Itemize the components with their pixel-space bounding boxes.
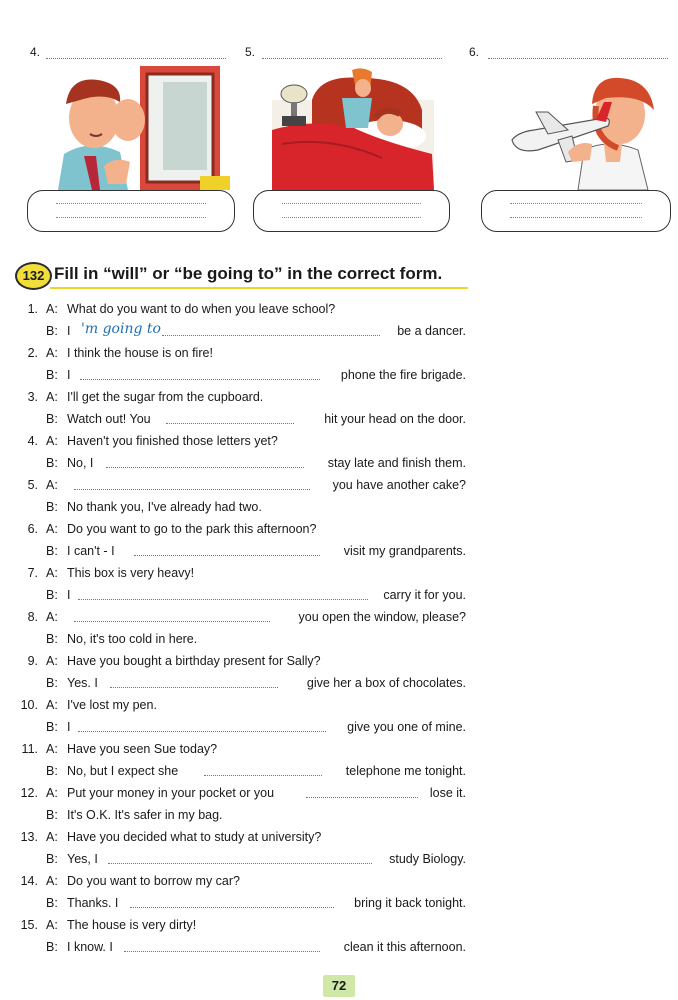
speaker-label: A:: [46, 610, 58, 624]
speaker-label: B:: [46, 588, 58, 602]
dialogue-text: carry it for you.: [383, 588, 466, 602]
answer-blank[interactable]: [110, 687, 278, 688]
speaker-label: B:: [46, 368, 58, 382]
dialogue-text: you open the window, please?: [298, 610, 466, 624]
dialogue-text: I think the house is on fire!: [67, 346, 213, 360]
item-3-a: [0, 387, 678, 407]
speaker-label: B:: [46, 500, 58, 514]
dialogue-text: What do you want to do when you leave school?: [67, 302, 336, 316]
item-number: 8.: [27, 610, 38, 624]
speaker-label: A:: [46, 346, 58, 360]
dialogue-text: Yes, I: [67, 852, 98, 866]
item-12-b: [0, 805, 678, 825]
speaker-label: A:: [46, 874, 58, 888]
picture-4-answer-line: [46, 58, 226, 59]
dialogue-text: bring it back tonight.: [354, 896, 466, 910]
dialogue-text: Haven't you finished those letters yet?: [67, 434, 278, 448]
answer-blank[interactable]: [78, 599, 368, 600]
item-9-b: [0, 673, 678, 693]
headache-man-illustration: [50, 66, 230, 190]
sick-in-bed-illustration: [272, 66, 434, 190]
dialogue-text: This box is very heavy!: [67, 566, 195, 580]
speaker-label: A:: [46, 786, 58, 800]
answer-blank[interactable]: [166, 423, 294, 424]
dialogue-text: I'll get the sugar from the cupboard.: [67, 390, 264, 404]
dialogue-text: Do you want to go to the park this afternoon?: [67, 522, 317, 536]
item-10-b: [0, 717, 678, 737]
speaker-label: B:: [46, 764, 58, 778]
page-number: 72: [323, 975, 355, 997]
item-14-b: [0, 893, 678, 913]
dialogue-text: visit my grandparents.: [343, 544, 466, 558]
dialogue-text: Have you decided what to study at university?: [67, 830, 322, 844]
item-7-b: [0, 585, 678, 605]
dialogue-text: phone the fire brigade.: [340, 368, 466, 382]
dialogue-text: No, but I expect she: [67, 764, 179, 778]
speaker-label: A:: [46, 522, 58, 536]
item-5-b: [0, 497, 678, 517]
item-2-a: [0, 343, 678, 363]
item-number: 15.: [20, 918, 38, 932]
speaker-label: B:: [46, 632, 58, 646]
picture-4-label: 4.: [30, 45, 41, 59]
speaker-label: A:: [46, 302, 58, 316]
answer-blank[interactable]: [204, 775, 322, 776]
exercise-title: Fill in “will” or “be going to” in the correct form.: [54, 264, 443, 283]
item-number: 1.: [27, 302, 38, 316]
dialogue-text: telephone me tonight.: [345, 764, 466, 778]
item-13-a: [0, 827, 678, 847]
speaker-label: A:: [46, 830, 58, 844]
dialogue-text: Have you seen Sue today?: [67, 742, 218, 756]
picture-6-answer-box[interactable]: [481, 190, 671, 232]
item-12-a: [0, 783, 678, 803]
picture-5-label: 5.: [245, 45, 256, 59]
item-6-b: [0, 541, 678, 561]
answer-blank[interactable]: [134, 555, 320, 556]
item-15-b: [0, 937, 678, 957]
item-number: 9.: [27, 654, 38, 668]
answer-blank[interactable]: [106, 467, 304, 468]
dialogue-text: It's O.K. It's safer in my bag.: [67, 808, 223, 822]
dialogue-text: I: [67, 324, 71, 338]
dialogue-text: Do you want to borrow my car?: [67, 874, 240, 888]
dialogue-text: Yes. I: [67, 676, 98, 690]
speaker-label: B:: [46, 676, 58, 690]
dialogue-text: I know. I: [67, 940, 113, 954]
picture-4-answer-box[interactable]: [27, 190, 235, 232]
speaker-label: A:: [46, 478, 58, 492]
dialogue-text: I've lost my pen.: [67, 698, 157, 712]
item-1-b: [0, 321, 678, 341]
dialogue-text: I: [67, 368, 71, 382]
speaker-label: B:: [46, 940, 58, 954]
item-number: 11.: [21, 742, 38, 756]
dialogue-text: lose it.: [429, 786, 466, 800]
answer-blank[interactable]: [108, 863, 372, 864]
picture-6-label: 6.: [469, 45, 480, 59]
item-number: 12.: [20, 786, 38, 800]
item-3-b: [0, 409, 678, 429]
item-1-a: [0, 299, 678, 319]
dialogue-text: I: [67, 588, 71, 602]
speaker-label: B:: [46, 852, 58, 866]
dialogue-text: give her a box of chocolates.: [306, 676, 466, 690]
dialogue-text: Thanks. I: [67, 896, 119, 910]
dialogue-text: clean it this afternoon.: [343, 940, 466, 954]
item-number: 4.: [27, 434, 38, 448]
answer-blank[interactable]: [306, 797, 418, 798]
speaker-label: B:: [46, 720, 58, 734]
speaker-label: A:: [46, 566, 58, 580]
item-8-b: [0, 629, 678, 649]
item-number: 14.: [20, 874, 38, 888]
speaker-label: B:: [46, 896, 58, 910]
dialogue-text: Put your money in your pocket or you: [67, 786, 275, 800]
dialogue-text: No, it's too cold in here.: [67, 632, 198, 646]
item-9-a: [0, 651, 678, 671]
item-14-a: [0, 871, 678, 891]
speaker-label: B:: [46, 808, 58, 822]
dialogue-text: study Biology.: [389, 852, 466, 866]
dialogue-text: hit your head on the door.: [324, 412, 466, 426]
item-4-a: [0, 431, 678, 451]
dialogue-text: be a dancer.: [397, 324, 466, 338]
item-4-b: [0, 453, 678, 473]
dialogue-text: I can't - I: [67, 544, 115, 558]
item-6-a: [0, 519, 678, 539]
answer-blank[interactable]: [124, 951, 320, 952]
answer-blank[interactable]: [78, 731, 326, 732]
speaker-label: A:: [46, 654, 58, 668]
item-11-b: [0, 761, 678, 781]
item-2-b: [0, 365, 678, 385]
dialogue-text: Watch out! You: [67, 412, 151, 426]
speaker-label: A:: [46, 434, 58, 448]
answer-blank[interactable]: [74, 621, 270, 622]
sample-answer: 'm going to: [81, 321, 161, 337]
item-number: 10.: [20, 698, 38, 712]
dialogue-text: No, I: [67, 456, 94, 470]
dialogue-text: give you one of mine.: [347, 720, 466, 734]
dialogue-text: No thank you, I've already had two.: [67, 500, 262, 514]
speaker-label: B:: [46, 412, 58, 426]
answer-blank[interactable]: [80, 379, 320, 380]
item-11-a: [0, 739, 678, 759]
boy-with-plane-illustration: [508, 66, 658, 190]
speaker-label: B:: [46, 456, 58, 470]
exercise-number-badge: 132: [15, 262, 52, 290]
item-number: 13.: [20, 830, 38, 844]
item-number: 7.: [27, 566, 38, 580]
dialogue-text: Have you bought a birthday present for Sally?: [67, 654, 321, 668]
speaker-label: A:: [46, 390, 58, 404]
item-number: 6.: [27, 522, 38, 536]
dialogue-text: you have another cake?: [332, 478, 466, 492]
exercise-title-underline: [50, 287, 468, 289]
dialogue-text: The house is very dirty!: [67, 918, 197, 932]
dialogue-text: I: [67, 720, 71, 734]
dialogue-text: stay late and finish them.: [327, 456, 466, 470]
answer-blank[interactable]: [74, 489, 310, 490]
item-7-a: [0, 563, 678, 583]
answer-blank[interactable]: [130, 907, 334, 908]
speaker-label: A:: [46, 742, 58, 756]
picture-6-answer-line: [488, 58, 668, 59]
speaker-label: B:: [46, 544, 58, 558]
item-8-a: [0, 607, 678, 627]
answer-blank[interactable]: [162, 335, 380, 336]
item-number: 3.: [27, 390, 38, 404]
item-number: 5.: [27, 478, 38, 492]
speaker-label: B:: [46, 324, 58, 338]
item-15-a: [0, 915, 678, 935]
picture-5-answer-line: [262, 58, 442, 59]
speaker-label: A:: [46, 698, 58, 712]
item-13-b: [0, 849, 678, 869]
speaker-label: A:: [46, 918, 58, 932]
item-10-a: [0, 695, 678, 715]
item-5-a: [0, 475, 678, 495]
item-number: 2.: [27, 346, 38, 360]
picture-5-answer-box[interactable]: [253, 190, 450, 232]
